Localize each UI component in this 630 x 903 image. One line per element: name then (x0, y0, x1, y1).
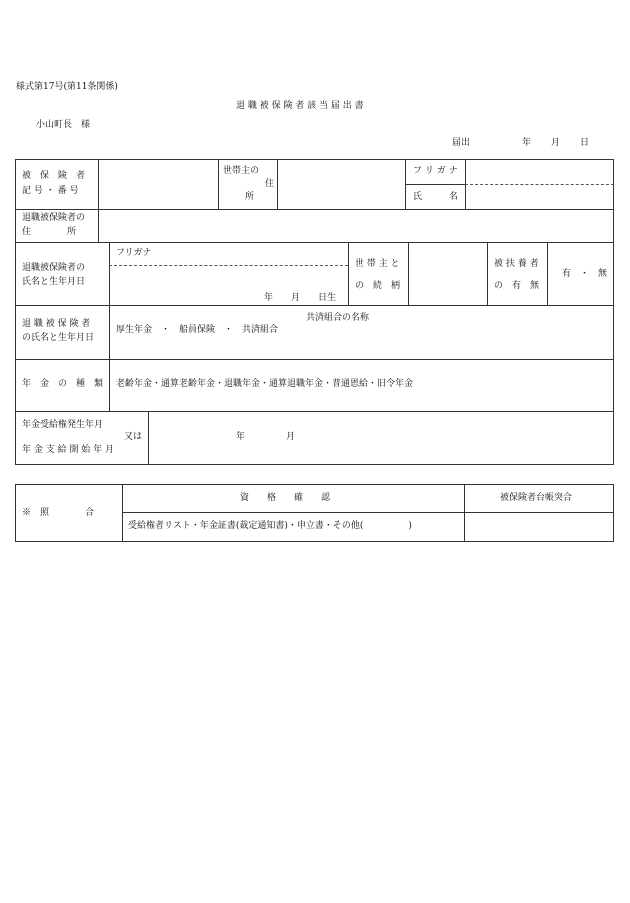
pension-kind-choices[interactable]: 老齢年金・通算老齢年金・退職年金・通算退職年金・普通恩給・旧令年金 (116, 379, 414, 389)
row-divider (15, 242, 614, 243)
col-divider (122, 484, 123, 542)
retiree-furigana-label: フリガナ (116, 248, 152, 258)
name-label: 氏 名 (413, 192, 459, 202)
date-day-label: 日 (580, 138, 590, 148)
household-address-label-3: 所 (245, 192, 255, 202)
dependent-label: 被 扶 養 者 (494, 259, 539, 269)
relationship-field[interactable] (409, 243, 487, 305)
household-address-label-2: 住 (265, 179, 275, 189)
retiree-address-label-2: 住 所 (22, 227, 77, 237)
col-divider (109, 305, 110, 359)
qualification-header: 資 格 確 認 (240, 493, 331, 503)
relationship-label-2: の 続 柄 (355, 281, 401, 291)
col-divider (487, 242, 488, 305)
household-address-label: 世帯主の (223, 166, 260, 176)
benefit-start-label-3: 年 金 支 給 開 始 年 月 (22, 445, 115, 455)
col-divider (218, 159, 219, 209)
date-label: 届出 (452, 138, 471, 148)
row-divider (15, 305, 614, 306)
ledger-header: 被保険者台帳突合 (500, 493, 573, 503)
addressee: 小山町長 様 (36, 120, 91, 130)
dependent-choice[interactable]: 有 ・ 無 (562, 269, 608, 279)
household-address-field[interactable] (278, 160, 405, 209)
benefit-year-label: 年 (236, 432, 246, 442)
pension-type-label-2: の氏名と生年月日 (22, 333, 95, 343)
form-number: 様式第17号(第11条関係) (16, 82, 118, 92)
col-divider (547, 242, 548, 305)
dependent-label-2: の 有 無 (494, 281, 540, 291)
date-month-label: 月 (551, 138, 561, 148)
benefit-month-label: 月 (286, 432, 296, 442)
qualification-documents: 受給権者リスト・年金証書(裁定通知書)・申立書・その他( ) (128, 521, 412, 531)
col-divider (348, 242, 349, 305)
insured-number-label: 被 保 険 者 (22, 171, 86, 181)
retiree-name-label: 退職被保険者の (22, 263, 86, 273)
retiree-address-field[interactable] (99, 210, 613, 242)
verification-label: ※ 照 合 (22, 508, 95, 518)
retiree-name-label-2: 氏名と生年月日 (22, 277, 86, 287)
pension-type-choices[interactable]: 厚生年金 ・ 船員保険 ・ 共済組合 (116, 325, 279, 335)
pension-type-label: 退 職 被 保 険 者 (22, 319, 91, 329)
benefit-start-label: 年金受給権発生年月 (22, 420, 104, 430)
insured-number-field[interactable] (99, 160, 218, 209)
benefit-start-label-2: 又は (124, 432, 143, 442)
date-year-label: 年 (522, 138, 532, 148)
birth-date-label: 年 月 日生 (264, 293, 337, 303)
retiree-address-label: 退職被保険者の (22, 213, 86, 223)
retiree-name-field[interactable] (110, 266, 348, 292)
furigana-field[interactable] (466, 160, 613, 184)
insured-number-label-2: 記 号 ・ 番 号 (22, 186, 79, 196)
ledger-field[interactable] (465, 513, 613, 541)
row-divider (15, 359, 614, 360)
cell-divider (405, 184, 465, 185)
pension-kind-label: 年 金 の 種 類 (22, 379, 104, 389)
kyosai-name-label: 共済組合の名称 (306, 313, 370, 323)
document-title: 退 職 被 保 険 者 該 当 届 出 書 (236, 101, 364, 111)
benefit-start-field[interactable] (149, 412, 613, 464)
name-field[interactable] (466, 185, 613, 209)
relationship-label: 世 帯 主 と (355, 259, 400, 269)
col-divider (109, 359, 110, 411)
furigana-label: フ リ ガ ナ (413, 166, 458, 176)
